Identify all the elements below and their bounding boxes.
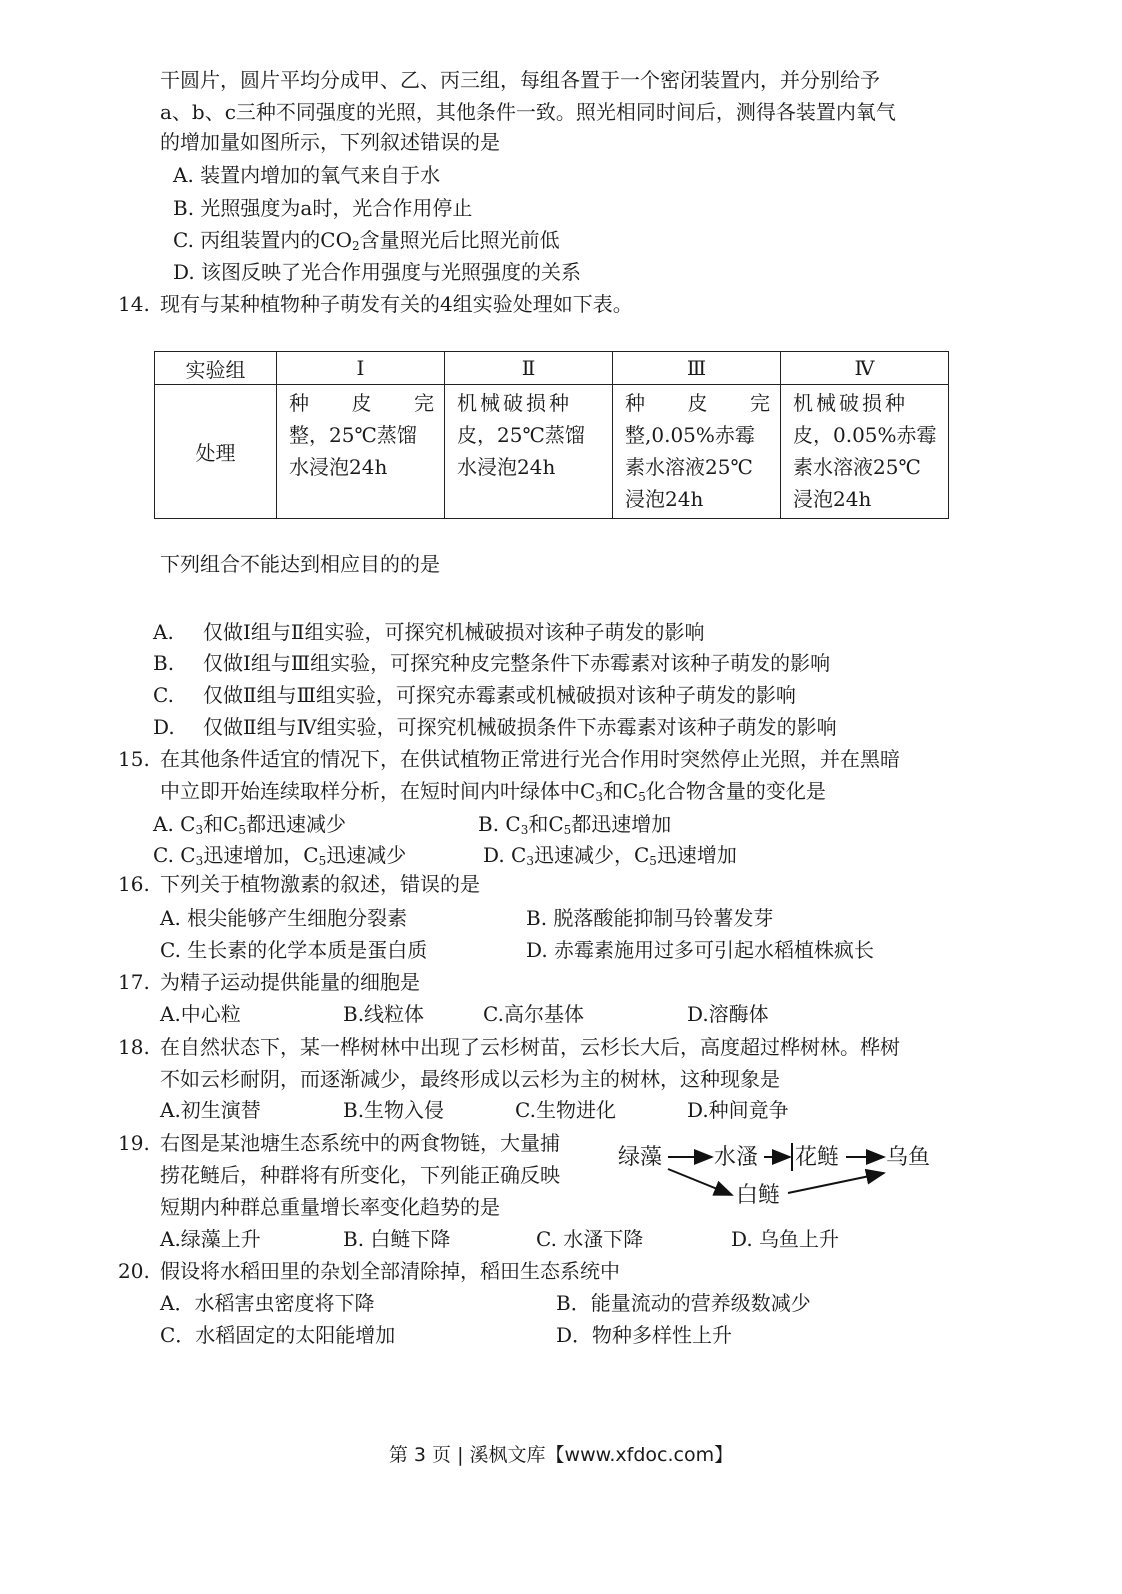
node-green-algae: 绿藻	[618, 1145, 663, 1170]
q17-number: 17.	[118, 970, 150, 994]
q14-option-c: 仅做Ⅱ组与Ⅲ组实验，可探究赤霉素或机械破损对该种子萌发的影响	[203, 683, 796, 707]
q18-option-b: B.生物入侵	[343, 1098, 445, 1122]
table-header-group-2: Ⅱ	[445, 352, 613, 385]
q14-experiment-table	[154, 351, 949, 519]
q17-option-b: B.线粒体	[343, 1002, 425, 1026]
q18-number: 18.	[118, 1035, 150, 1059]
q13-option-b: B. 光照强度为a时，光合作用停止	[173, 196, 473, 220]
q13-stem-line2: a、b、c三种不同强度的光照，其他条件一致。照光相同时间后，测得各装置内氧气	[160, 100, 896, 124]
q18-option-c: C.生物进化	[515, 1098, 616, 1122]
q14-option-a-letter: A.	[153, 620, 174, 644]
q20-number: 20.	[118, 1259, 150, 1283]
q13-stem-line1: 干圆片，圆片平均分成甲、乙、丙三组，每组各置于一个密闭装置内，并分别给予	[160, 68, 880, 92]
page-footer: 第 3 页 | 溪枫文库【www.xfdoc.com】	[388, 1444, 734, 1466]
q20-option-b: B．能量流动的营养级数减少	[556, 1291, 811, 1315]
q16-option-b: B. 脱落酸能抑制马铃薯发芽	[526, 906, 774, 930]
q15-stem-line2: 中立即开始连续取样分析，在短时间内叶绿体中$C_3$和$C_5$化合物含量的变化是	[160, 779, 826, 804]
q14-option-d: 仅做Ⅱ组与Ⅳ组实验，可探究机械破损条件下赤霉素对该种子萌发的影响	[203, 715, 837, 739]
q20-option-a: A．水稻害虫密度将下降	[160, 1291, 375, 1315]
q18-stem-line1: 在自然状态下，某一桦树林中出现了云杉树苗，云杉长大后，高度超过桦树林。桦树	[160, 1035, 900, 1059]
q17-option-d: D.溶酶体	[687, 1002, 769, 1026]
q17-stem: 为精子运动提供能量的细胞是	[160, 970, 420, 994]
q14-number: 14.	[118, 292, 150, 316]
q19-option-b: B. 白鲢下降	[343, 1227, 451, 1251]
q19-option-d: D. 乌鱼上升	[731, 1227, 840, 1251]
q15-stem-line1: 在其他条件适宜的情况下，在供试植物正常进行光合作用时突然停止光照，并在黑暗	[160, 747, 900, 771]
node-bighead-carp: 花鲢	[795, 1145, 840, 1170]
q17-option-c: C.高尔基体	[483, 1002, 584, 1026]
q16-number: 16.	[118, 872, 150, 896]
q19-number: 19.	[118, 1131, 150, 1155]
q15-option-b: B. $C_3$和$C_5$都迅速增加	[478, 812, 672, 837]
table-cell-group-3: 种 皮 完 整,0.05%赤霉 素水溶液25℃ 浸泡24h	[613, 385, 781, 519]
arrow-silver-carp-to-snakehead	[788, 1173, 884, 1193]
q15-number: 15.	[118, 747, 150, 771]
q19-stem-line3: 短期内种群总重量增长率变化趋势的是	[160, 1195, 500, 1219]
q13-stem-line3: 的增加量如图所示，下列叙述错误的是	[160, 130, 500, 154]
q18-stem-line2: 不如云杉耐阴，而逐渐减少，最终形成以云杉为主的树林，这种现象是	[160, 1067, 780, 1091]
q15-option-c: C. $C_3$迅速增加，$C_5$迅速减少	[153, 843, 407, 868]
node-daphnia: 水溞	[714, 1145, 759, 1170]
q20-option-d: D．物种多样性上升	[556, 1323, 733, 1347]
q20-option-c: C．水稻固定的太阳能增加	[160, 1323, 396, 1347]
table-header-group-3: Ⅲ	[613, 352, 781, 385]
q13-option-a: A. 装置内增加的氧气来自于水	[173, 163, 441, 187]
q18-option-d: D.种间竟争	[687, 1098, 789, 1122]
q16-option-d: D. 赤霉素施用过多可引起水稻植株疯长	[526, 938, 875, 962]
q17-option-a: A.中心粒	[160, 1002, 241, 1026]
q15-option-a: A. $C_3$和$C_5$都迅速减少	[153, 812, 347, 837]
q14-option-b-letter: B.	[153, 651, 175, 675]
table-cell-group-2: 机械破损种 皮，25℃蒸馏 水浸泡24h	[445, 385, 613, 519]
q15-option-d: D. $C_3$迅速减少，$C_5$迅速增加	[483, 843, 737, 868]
table-header-group-4: Ⅳ	[781, 352, 949, 385]
q14-option-c-letter: C.	[153, 683, 174, 707]
q16-option-a: A. 根尖能够产生细胞分裂素	[160, 906, 408, 930]
q19-stem-line2: 捞花鲢后，种群将有所变化，下列能正确反映	[160, 1163, 560, 1187]
q19-stem-line1: 右图是某池塘生态系统中的两食物链，大量捕	[160, 1131, 560, 1155]
table-cell-group-4: 机械破损种 皮，0.05%赤霉 素水溶液25℃ 浸泡24h	[781, 385, 949, 519]
q19-option-c: C. 水溞下降	[536, 1227, 644, 1251]
table-cell-group-1: 种 皮 完 整，25℃蒸馏 水浸泡24h	[277, 385, 445, 519]
table-row-label: 处理	[155, 385, 277, 519]
table-header-label: 实验组	[155, 352, 277, 385]
q18-option-a: A.初生演替	[160, 1098, 261, 1122]
q20-stem: 假设将水稻田里的杂划全部清除掉，稻田生态系统中	[160, 1259, 620, 1283]
q14-option-b: 仅做Ⅰ组与Ⅲ组实验，可探究种皮完整条件下赤霉素对该种子萌发的影响	[203, 651, 831, 675]
q16-option-c: C. 生长素的化学本质是蛋白质	[160, 938, 428, 962]
q16-stem: 下列关于植物激素的叙述，错误的是	[160, 872, 480, 896]
table-header-group-1: Ⅰ	[277, 352, 445, 385]
q13-option-d: D. 该图反映了光合作用强度与光照强度的关系	[173, 260, 582, 284]
q19-option-a: A.绿藻上升	[160, 1227, 261, 1251]
arrow-algae-to-silver-carp	[668, 1169, 732, 1195]
q14-option-a: 仅做Ⅰ组与Ⅱ组实验，可探究机械破损对该种子萌发的影响	[203, 620, 705, 644]
node-silver-carp: 白鲢	[736, 1183, 781, 1208]
node-snakehead: 乌鱼	[886, 1145, 931, 1170]
q14-question: 下列组合不能达到相应目的的是	[160, 552, 440, 576]
q14-option-d-letter: D.	[153, 715, 175, 739]
q14-stem: 现有与某种植物种子萌发有关的4组实验处理如下表。	[160, 292, 633, 316]
food-chain-diagram	[618, 1135, 958, 1215]
q13-option-c: C. 丙组装置内的$CO_2$含量照光后比照光前低	[173, 228, 560, 253]
